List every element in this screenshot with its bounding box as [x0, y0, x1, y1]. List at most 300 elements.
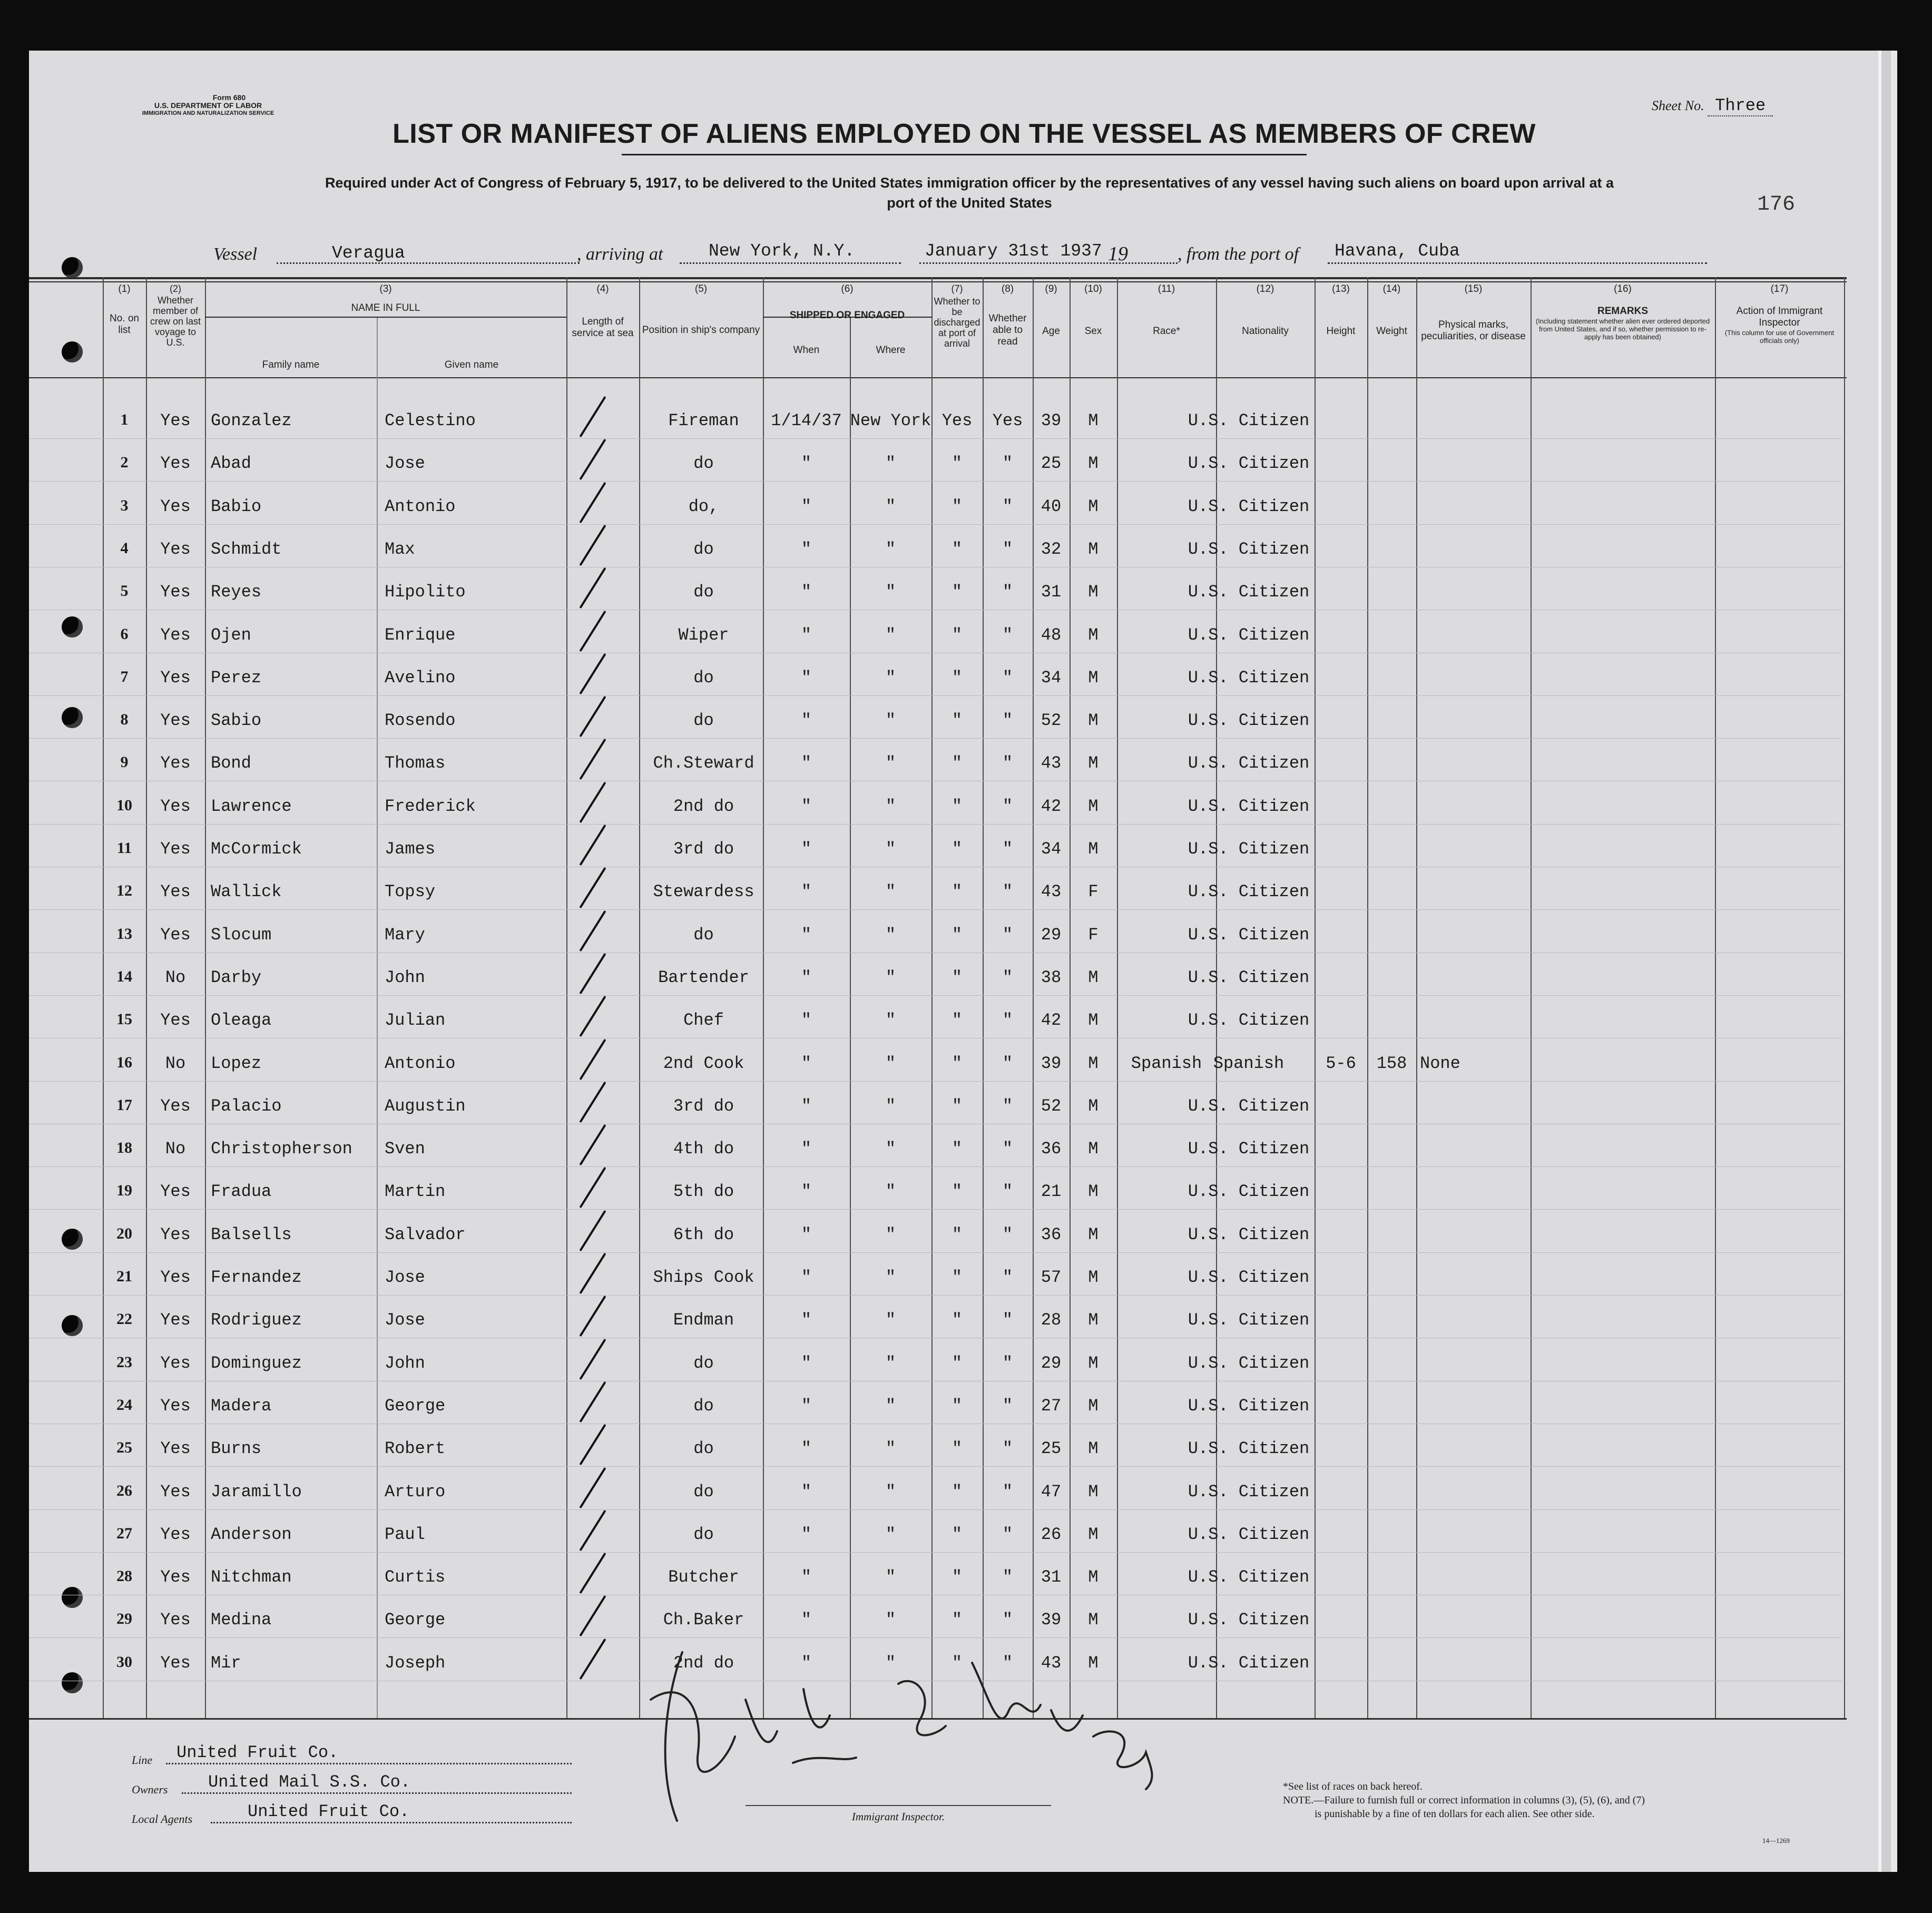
col-7-header: (7) Whether to be discharged at port of arrival [934, 283, 980, 349]
cell-prev: Yes [160, 454, 191, 474]
cell-given: Hipolito [385, 582, 466, 602]
sheet-number-label: Sheet No. [1652, 98, 1704, 113]
cell-read: " [1002, 1268, 1013, 1287]
cell-read: " [1002, 1567, 1013, 1587]
cell-nationality: U.S. Citizen [1188, 1310, 1310, 1330]
cell-when: " [801, 711, 812, 731]
cell-family: Darby [211, 967, 262, 987]
cell-no: 16 [116, 1053, 132, 1071]
cell-position: do [693, 1396, 714, 1416]
cell-discharged: " [952, 496, 963, 516]
cell-position: do [693, 539, 714, 559]
table-row [29, 797, 1847, 818]
cell-read: " [1002, 1524, 1013, 1544]
cell-where: New York [850, 411, 931, 430]
cell-sex: M [1088, 1439, 1099, 1459]
cell-prev: Yes [160, 1011, 191, 1031]
inspector-signature [619, 1631, 1199, 1852]
cell-sex: M [1088, 1268, 1099, 1287]
cell-prev: Yes [160, 1567, 191, 1587]
agency-block [113, 94, 303, 117]
table-row [29, 925, 1847, 946]
cell-position: 2nd do [673, 1653, 734, 1673]
agents-label: Local Agents [132, 1812, 193, 1826]
cell-where: " [885, 1224, 896, 1244]
cell-age: 52 [1041, 1096, 1062, 1116]
owners-underline [182, 1792, 572, 1794]
cell-prev: Yes [160, 1482, 191, 1502]
service-check-mark [579, 1038, 606, 1080]
cell-discharged: " [952, 1482, 963, 1502]
cell-family: Christopherson [211, 1139, 352, 1159]
cell-nationality: U.S. Citizen [1188, 582, 1310, 602]
cell-when: " [801, 925, 812, 945]
cell-discharged: " [952, 1053, 963, 1073]
cell-age: 39 [1041, 411, 1062, 430]
cell-where: " [885, 1353, 896, 1373]
cell-discharged: " [952, 454, 963, 474]
service-check-mark [579, 867, 606, 908]
cell-sex: M [1088, 1653, 1099, 1673]
cell-sex: M [1088, 454, 1099, 474]
cell-family: Slocum [211, 925, 272, 945]
service-check-mark [579, 1467, 606, 1508]
crew-table [29, 277, 1847, 1731]
row-rule [29, 909, 1841, 910]
cell-read: " [1002, 1182, 1013, 1202]
cell-discharged: " [952, 1653, 963, 1673]
cell-given: Julian [385, 1011, 446, 1031]
table-row [29, 1054, 1847, 1075]
cell-no: 30 [116, 1653, 132, 1671]
cell-sex: M [1088, 839, 1099, 859]
cell-sex: M [1088, 1482, 1099, 1502]
cell-where: " [885, 839, 896, 859]
table-row [29, 411, 1847, 432]
cell-where: " [885, 753, 896, 773]
service-check-mark [579, 1167, 606, 1208]
service-check-mark [579, 610, 606, 651]
service-check-mark [579, 1338, 606, 1379]
cell-where: " [885, 1182, 896, 1202]
cell-nationality: U.S. Citizen [1188, 1011, 1310, 1031]
cell-no: 17 [116, 1096, 132, 1114]
cell-family: Nitchman [211, 1567, 292, 1587]
table-row [29, 1310, 1847, 1331]
service-check-mark [579, 1510, 606, 1551]
cell-nationality: U.S. Citizen [1188, 668, 1310, 688]
sheet-number-field [1652, 96, 1773, 115]
cell-prev: Yes [160, 411, 191, 430]
table-row [29, 539, 1847, 561]
cell-given: John [385, 967, 425, 987]
cell-where: " [885, 1053, 896, 1073]
cell-position: do [693, 1353, 714, 1373]
table-row [29, 625, 1847, 646]
cell-age: 39 [1041, 1610, 1062, 1630]
cell-prev: Yes [160, 1182, 191, 1202]
cell-given: Arturo [385, 1482, 446, 1502]
cell-nationality: Spanish [1213, 1053, 1284, 1073]
arriving-label: , arriving at [577, 244, 663, 264]
row-rule [29, 995, 1841, 996]
cell-nationality: U.S. Citizen [1188, 1268, 1310, 1287]
arrival-date: January 31st 1937 [925, 241, 1102, 261]
cell-family: Ojen [211, 625, 251, 645]
cell-when: " [801, 1610, 812, 1630]
cell-age: 36 [1041, 1224, 1062, 1244]
page-subtitle [113, 173, 1826, 213]
cell-age: 40 [1041, 496, 1062, 516]
owners-label: Owners [132, 1783, 168, 1796]
cell-discharged: " [952, 1610, 963, 1630]
cell-discharged: " [952, 1011, 963, 1031]
cell-when: " [801, 1310, 812, 1330]
table-row [29, 882, 1847, 903]
cell-no: 23 [116, 1353, 132, 1371]
cell-given: Jose [385, 1268, 425, 1287]
service-check-mark [579, 653, 606, 694]
cell-position: do [693, 582, 714, 602]
cell-sex: M [1088, 496, 1099, 516]
cell-no: 28 [116, 1567, 132, 1585]
cell-nationality: U.S. Citizen [1188, 839, 1310, 859]
cell-discharged: " [952, 1096, 963, 1116]
cell-no: 8 [120, 711, 129, 729]
table-row [29, 1482, 1847, 1503]
cell-where: " [885, 967, 896, 987]
department-name: U.S. DEPARTMENT OF LABOR [154, 101, 262, 110]
cell-where: " [885, 496, 896, 516]
table-row [29, 1610, 1847, 1631]
cell-read: " [1002, 839, 1013, 859]
cell-discharged: " [952, 796, 963, 816]
cell-position: do [693, 1524, 714, 1544]
cell-given: Celestino [385, 411, 476, 430]
cell-nationality: U.S. Citizen [1188, 496, 1310, 516]
cell-nationality: U.S. Citizen [1188, 1139, 1310, 1159]
cell-prev: Yes [160, 711, 191, 731]
service-check-mark [579, 1638, 606, 1679]
col-3b-header: Given name [444, 359, 499, 370]
cell-age: 26 [1041, 1524, 1062, 1544]
cell-prev: Yes [160, 753, 191, 773]
cell-discharged: " [952, 1310, 963, 1330]
cell-where: " [885, 1653, 896, 1673]
cell-given: Joseph [385, 1653, 446, 1673]
service-check-mark [579, 1210, 606, 1251]
row-rule [29, 695, 1841, 696]
col-6a-header: When [793, 345, 820, 356]
cell-read: " [1002, 1482, 1013, 1502]
col-10-header: (10) Sex [1084, 283, 1102, 337]
row-rule [29, 824, 1841, 825]
cell-position: 2nd do [673, 796, 734, 816]
cell-read: " [1002, 925, 1013, 945]
cell-given: Antonio [385, 496, 456, 516]
cell-position: Ships Cook [653, 1268, 754, 1287]
service-check-mark [579, 567, 606, 609]
cell-read: " [1002, 711, 1013, 731]
cell-when: " [801, 1139, 812, 1159]
cell-prev: No [165, 1053, 186, 1073]
cell-where: " [885, 925, 896, 945]
table-row [29, 1353, 1847, 1375]
table-row [29, 1011, 1847, 1032]
cell-no: 25 [116, 1439, 132, 1457]
cell-position: Fireman [668, 411, 739, 430]
cell-family: Fradua [211, 1182, 272, 1202]
cell-position: do [693, 1482, 714, 1502]
cell-sex: M [1088, 539, 1099, 559]
cell-where: " [885, 1439, 896, 1459]
cell-prev: Yes [160, 1310, 191, 1330]
cell-family: Wallick [211, 882, 282, 902]
cell-no: 20 [116, 1224, 132, 1242]
cell-age: 47 [1041, 1482, 1062, 1502]
cell-read: " [1002, 967, 1013, 987]
cell-family: Oleaga [211, 1011, 272, 1031]
cell-discharged: " [952, 668, 963, 688]
cell-family: Balsells [211, 1224, 292, 1244]
cell-no: 13 [116, 925, 132, 943]
table-row [29, 1439, 1847, 1460]
cell-prev: Yes [160, 1353, 191, 1373]
cell-where: " [885, 711, 896, 731]
cell-position: 5th do [673, 1182, 734, 1202]
service-check-mark [579, 910, 606, 951]
cell-given: Max [385, 539, 415, 559]
line-value: United Fruit Co. [176, 1743, 339, 1762]
cell-age: 32 [1041, 539, 1062, 559]
cell-family: Schmidt [211, 539, 282, 559]
cell-sex: M [1088, 1610, 1099, 1630]
cell-sex: M [1088, 711, 1099, 731]
owners-value: United Mail S.S. Co. [208, 1772, 411, 1792]
row-rule [29, 1295, 1841, 1296]
cell-given: Sven [385, 1139, 425, 1159]
vessel-label: Vessel [213, 244, 258, 264]
cell-prev: Yes [160, 925, 191, 945]
cell-where: " [885, 882, 896, 902]
cell-where: " [885, 1268, 896, 1287]
cell-position: 2nd Cook [663, 1053, 744, 1073]
cell-sex: M [1088, 1053, 1099, 1073]
service-check-mark [579, 1082, 606, 1123]
cell-where: " [885, 1310, 896, 1330]
cell-sex: M [1088, 967, 1099, 987]
row-rule [29, 1252, 1841, 1253]
cell-discharged: " [952, 753, 963, 773]
cell-sex: M [1088, 1567, 1099, 1587]
cell-read: " [1002, 796, 1013, 816]
cell-prev: Yes [160, 1224, 191, 1244]
service-check-mark [579, 1296, 606, 1337]
service-check-mark [579, 953, 606, 994]
cell-no: 2 [120, 454, 129, 472]
cell-nationality: U.S. Citizen [1188, 1653, 1310, 1673]
line-underline [166, 1763, 572, 1764]
cell-age: 34 [1041, 668, 1062, 688]
cell-position: do [693, 925, 714, 945]
cell-read: " [1002, 1610, 1013, 1630]
page-title: LIST OR MANIFEST OF ALIENS EMPLOYED ON THE VESSEL AS MEMBERS OF CREW [393, 119, 1536, 149]
cell-sex: M [1088, 668, 1099, 688]
cell-prev: Yes [160, 1653, 191, 1673]
cell-age: 57 [1041, 1268, 1062, 1287]
cell-sex: M [1088, 1524, 1099, 1544]
cell-read: " [1002, 496, 1013, 516]
cell-age: 31 [1041, 582, 1062, 602]
cell-no: 24 [116, 1396, 132, 1414]
table-row [29, 1096, 1847, 1117]
arriving-underline [680, 262, 901, 264]
cell-family: Burns [211, 1439, 262, 1459]
col-1-header: (1) No. on list [110, 283, 139, 336]
cell-nationality: U.S. Citizen [1188, 411, 1310, 430]
cell-sex: M [1088, 1310, 1099, 1330]
cell-age: 28 [1041, 1310, 1062, 1330]
cell-read: " [1002, 753, 1013, 773]
cell-given: Avelino [385, 668, 456, 688]
cell-position: Wiper [678, 625, 729, 645]
cell-when: " [801, 668, 812, 688]
cell-position: 6th do [673, 1224, 734, 1244]
cell-prev: No [165, 967, 186, 987]
table-row [29, 968, 1847, 989]
cell-read: " [1002, 668, 1013, 688]
table-row [29, 497, 1847, 518]
service-check-mark [579, 396, 606, 437]
cell-nationality: U.S. Citizen [1188, 1353, 1310, 1373]
col-16-header: (16) REMARKS (Including statement whether alien ever ordered deported from United States, and if so, whether permission to re-apply has been obtained) [1535, 283, 1710, 341]
sheet-number-value: Three [1708, 96, 1773, 116]
cell-prev: Yes [160, 1524, 191, 1544]
table-row [29, 1268, 1847, 1289]
cell-position: 4th do [673, 1139, 734, 1159]
cell-nationality: U.S. Citizen [1188, 925, 1310, 945]
races-note: *See list of races on back hereof. [1283, 1781, 1423, 1792]
table-row [29, 454, 1847, 475]
cell-given: Robert [385, 1439, 446, 1459]
cell-sex: M [1088, 625, 1099, 645]
cell-no: 1 [120, 411, 129, 428]
cell-family: Lopez [211, 1053, 262, 1073]
cell-discharged: " [952, 1139, 963, 1159]
cell-when: " [801, 1567, 812, 1587]
cell-age: 52 [1041, 711, 1062, 731]
date-underline [919, 262, 1178, 264]
cell-when: " [801, 625, 812, 645]
cell-weight: 158 [1376, 1053, 1407, 1073]
row-rule [29, 738, 1841, 739]
col-8-header: (8) Whether able to read [988, 283, 1027, 347]
table-row [29, 1182, 1847, 1203]
inspector-label: Immigrant Inspector. [851, 1810, 945, 1823]
cell-given: James [385, 839, 436, 859]
cell-when: " [801, 967, 812, 987]
cell-discharged: " [952, 967, 963, 987]
cell-nationality: U.S. Citizen [1188, 967, 1310, 987]
cell-prev: Yes [160, 1439, 191, 1459]
cell-given: George [385, 1396, 446, 1416]
cell-given: Augustin [385, 1096, 466, 1116]
cell-nationality: U.S. Citizen [1188, 1482, 1310, 1502]
cell-when: " [801, 839, 812, 859]
cell-race: Spanish [1131, 1053, 1202, 1073]
cell-sex: M [1088, 411, 1099, 430]
row-rule [29, 1552, 1841, 1553]
name-subheader-rule [205, 317, 566, 318]
cell-family: Sabio [211, 711, 262, 731]
cell-family: Madera [211, 1396, 272, 1416]
cell-position: Endman [673, 1310, 734, 1330]
cell-when: " [801, 882, 812, 902]
cell-nationality: U.S. Citizen [1188, 1224, 1310, 1244]
cell-read: " [1002, 1139, 1013, 1159]
cell-no: 10 [116, 796, 132, 814]
cell-nationality: U.S. Citizen [1188, 625, 1310, 645]
cell-nationality: U.S. Citizen [1188, 753, 1310, 773]
cell-family: Anderson [211, 1524, 292, 1544]
cell-family: Perez [211, 668, 262, 688]
service-check-mark [579, 1124, 606, 1165]
cell-when: " [801, 1439, 812, 1459]
cell-no: 7 [120, 668, 129, 685]
col-4-header: (4) Length of service at sea [572, 283, 634, 339]
service-check-mark [579, 1253, 606, 1294]
cell-height: 5-6 [1326, 1053, 1356, 1073]
cell-discharged: " [952, 711, 963, 731]
table-row [29, 839, 1847, 860]
from-port-underline [1328, 262, 1707, 264]
cell-read: " [1002, 1353, 1013, 1373]
table-row [29, 711, 1847, 732]
cell-when: " [801, 1653, 812, 1673]
service-check-mark [579, 439, 606, 480]
cell-age: 25 [1041, 1439, 1062, 1459]
cell-given: Jose [385, 454, 425, 474]
cell-position: do [693, 668, 714, 688]
cell-sex: F [1088, 882, 1099, 902]
cell-where: " [885, 1610, 896, 1630]
cell-where: " [885, 1567, 896, 1587]
cell-when: " [801, 796, 812, 816]
service-check-mark [579, 482, 606, 523]
form-code: 14—1269 [1762, 1837, 1790, 1845]
cell-read: " [1002, 454, 1013, 474]
cell-prev: Yes [160, 882, 191, 902]
service-check-mark [579, 1595, 606, 1636]
service-check-mark [579, 696, 606, 737]
col-14-header: (14) Weight [1376, 283, 1407, 337]
row-rule [29, 524, 1841, 525]
col-2-header: (2) Whether member of crew on last voyage to U.S. [150, 283, 201, 348]
cell-age: 48 [1041, 625, 1062, 645]
cell-when: " [801, 496, 812, 516]
cell-no: 11 [116, 839, 132, 857]
cell-no: 18 [116, 1139, 132, 1157]
cell-sex: M [1088, 1224, 1099, 1244]
cell-discharged: " [952, 1396, 963, 1416]
cell-sex: M [1088, 1353, 1099, 1373]
cell-sex: M [1088, 753, 1099, 773]
cell-prev: Yes [160, 839, 191, 859]
cell-prev: Yes [160, 582, 191, 602]
cell-nationality: U.S. Citizen [1188, 1396, 1310, 1416]
col-5-header: (5) Position in ship's company [642, 283, 760, 336]
cell-family: Fernandez [211, 1268, 302, 1287]
